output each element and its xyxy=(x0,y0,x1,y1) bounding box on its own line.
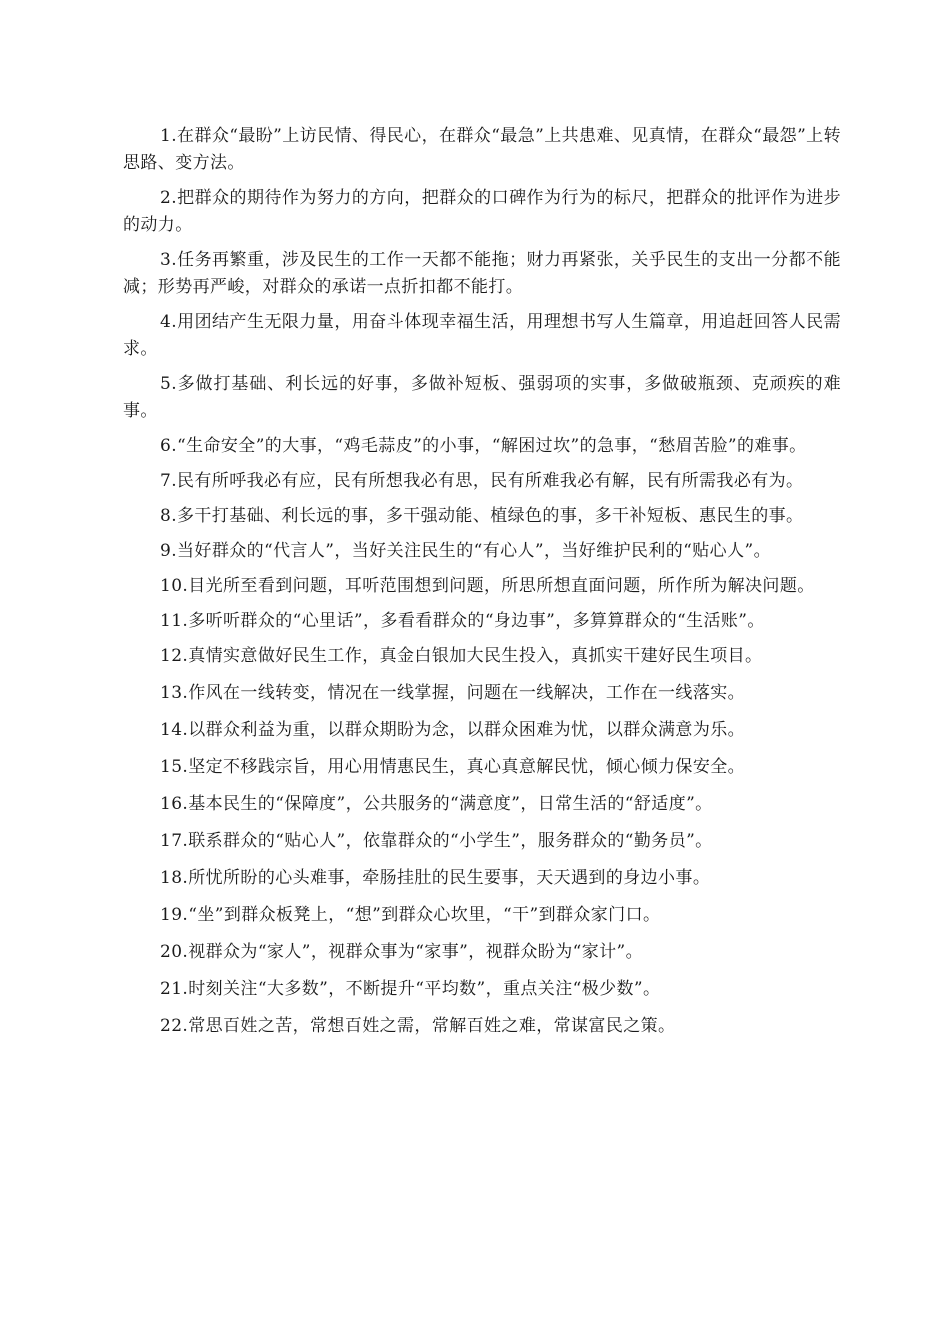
list-item-12: 12.真情实意做好民生工作，真金白银加大民生投入，真抓实干建好民生项目。 xyxy=(160,646,763,666)
list-item-19: 19.“坐”到群众板凳上，“想”到群众心坎里，“干”到群众家门口。 xyxy=(160,905,661,925)
list-item-6: 6.“生命安全”的大事，“鸡毛蒜皮”的小事，“解困过坎”的急事，“愁眉苦脸”的难事。 xyxy=(160,436,807,456)
list-item-22: 22.常思百姓之苦，常想百姓之需，常解百姓之难，常谋富民之策。 xyxy=(160,1016,676,1036)
list-item-8: 8.多干打基础、利长远的事，多干强动能、植绿色的事，多干补短板、惠民生的事。 xyxy=(160,506,804,526)
list-item-1: 1.在群众“最盼”上访民情、得民心，在群众“最急”上共患难、见真情，在群众“最怨”上转思路、变方法。 xyxy=(123,126,841,173)
list-item-2: 2.把群众的期待作为努力的方向，把群众的口碑作为行为的标尺，把群众的批评作为进步的动力。 xyxy=(123,188,841,235)
document-body xyxy=(123,123,841,1050)
list-item-4: 4.用团结产生无限力量，用奋斗体现幸福生活，用理想书写人生篇章，用追赶回答人民需求。 xyxy=(123,312,841,359)
list-item-11: 11.多听听群众的“心里话”，多看看群众的“身边事”，多算算群众的“生活账”。 xyxy=(160,611,765,631)
list-item-15: 15.坚定不移践宗旨，用心用情惠民生，真心真意解民忧，倾心倾力保安全。 xyxy=(160,757,746,777)
list-item-7: 7.民有所呼我必有应，民有所想我必有思，民有所难我必有解，民有所需我必有为。 xyxy=(160,471,804,491)
list-item-5: 5.多做打基础、利长远的好事，多做补短板、强弱项的实事，多做破瓶颈、克顽疾的难事。 xyxy=(123,374,841,421)
list-item-9: 9.当好群众的“代言人”，当好关注民生的“有心人”，当好维护民利的“贴心人”。 xyxy=(160,541,771,561)
list-item-18: 18.所忧所盼的心头难事，牵肠挂肚的民生要事，天天遇到的身边小事。 xyxy=(160,868,711,888)
list-item-10: 10.目光所至看到问题，耳听范围想到问题，所思所想直面问题，所作所为解决问题。 xyxy=(160,576,815,596)
list-item-3: 3.任务再繁重，涉及民生的工作一天都不能拖；财力再紧张，关乎民生的支出一分都不能减；形势再严峻，对群众的承诺一点折扣都不能打。 xyxy=(123,250,841,297)
list-item-14: 14.以群众利益为重，以群众期盼为念，以群众困难为忧，以群众满意为乐。 xyxy=(160,720,746,740)
list-item-17: 17.联系群众的“贴心人”，依靠群众的“小学生”，服务群众的“勤务员”。 xyxy=(160,831,713,851)
list-item-13: 13.作风在一线转变，情况在一线掌握，问题在一线解决，工作在一线落实。 xyxy=(160,683,746,703)
list-item-20: 20.视群众为“家人”，视群众事为“家事”，视群众盼为“家计”。 xyxy=(160,942,643,962)
list-item-21: 21.时刻关注“大多数”，不断提升“平均数”，重点关注“极少数”。 xyxy=(160,979,661,999)
list-item-16: 16.基本民生的“保障度”，公共服务的“满意度”，日常生活的“舒适度”。 xyxy=(160,794,713,814)
